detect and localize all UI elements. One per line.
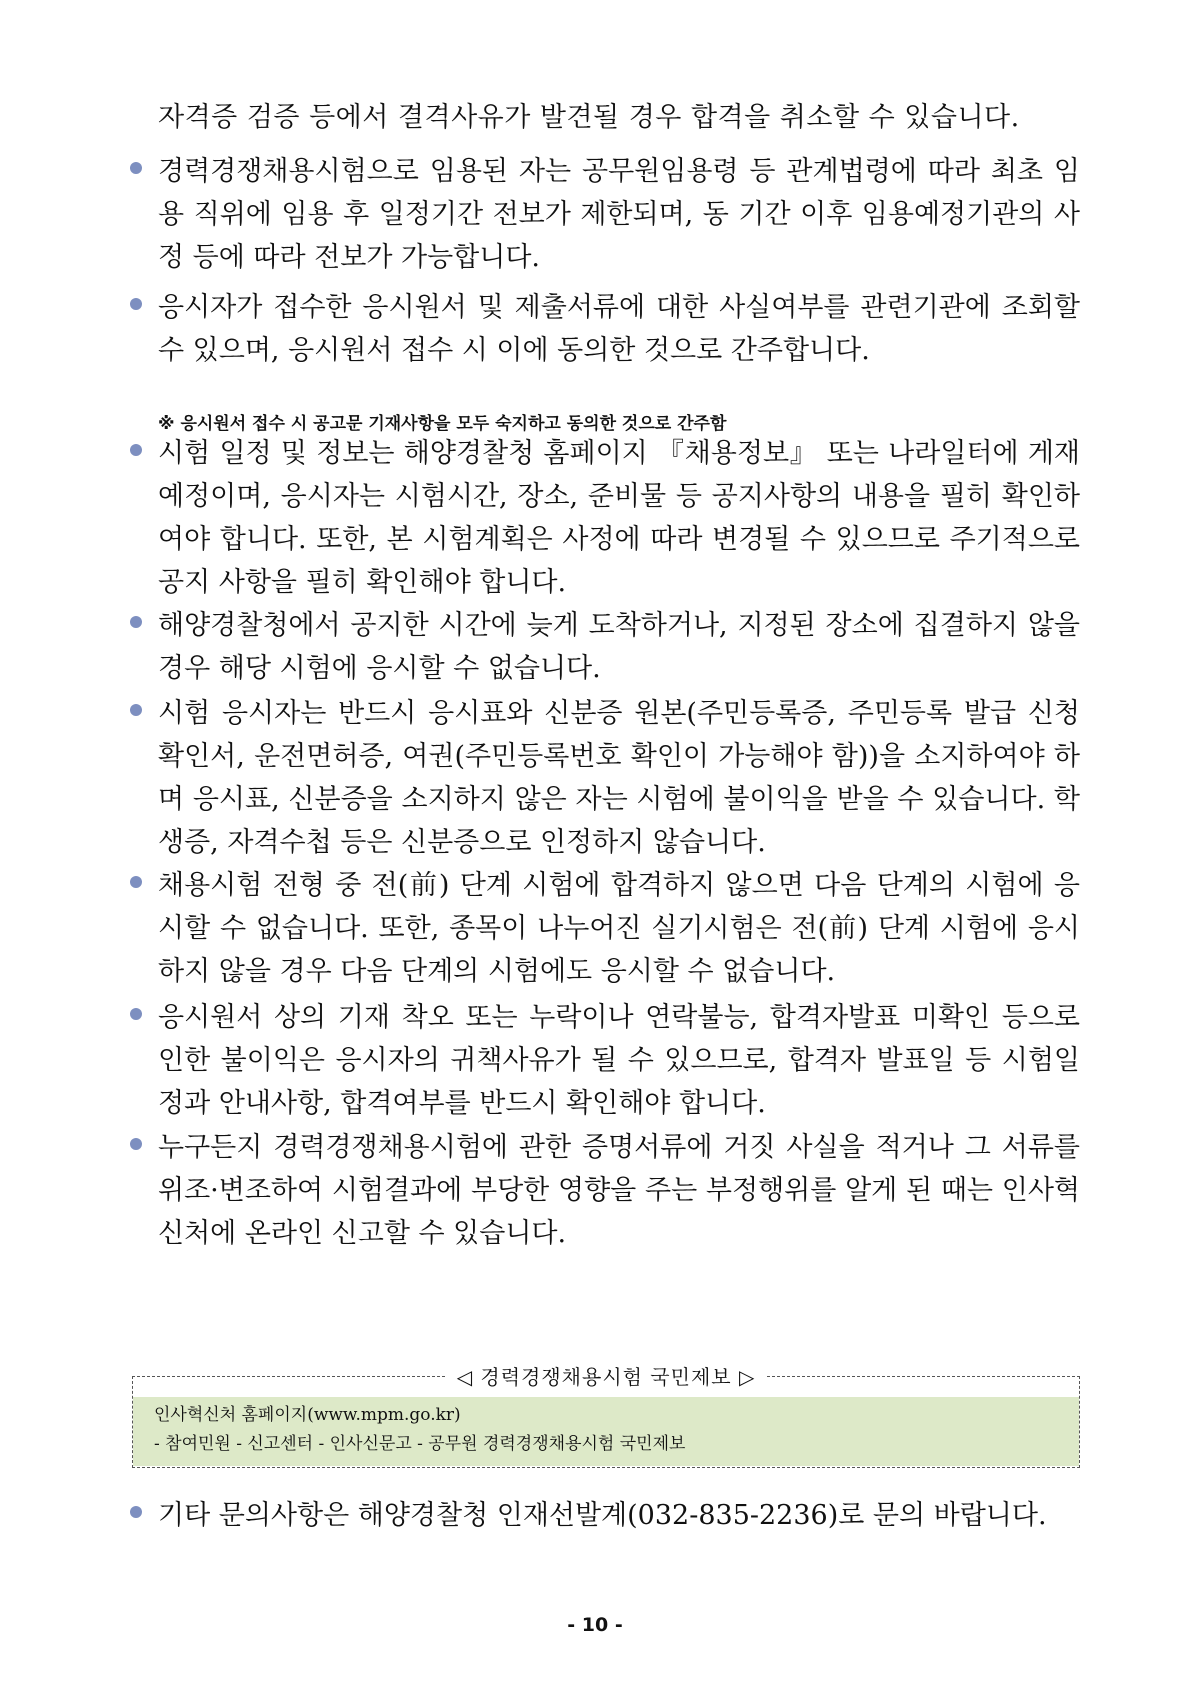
info-box-line: - 참여민원 - 신고센터 - 인사신문고 - 공무원 경력경쟁채용시험 국민제보 <box>154 1434 686 1454</box>
continued-text-line: 자격증 검증 등에서 결격사유가 발견될 경우 합격을 취소할 수 있습니다. <box>158 102 1020 133</box>
bullet-icon <box>130 704 142 716</box>
list-item <box>130 1126 1080 1255</box>
list-item-text: 누구든지 경력경쟁채용시험에 관한 증명서류에 거짓 사실을 적거나 그 서류를 위조·변조하여 시험결과에 부당한 영향을 주는 부정행위를 알게 된 때는 인사혁신처에 온라인 신고할 수 있습니다. <box>158 1132 1080 1249</box>
list-item <box>130 286 1080 372</box>
bullet-icon <box>130 876 142 888</box>
bullet-icon <box>130 298 142 310</box>
list-item <box>130 692 1080 864</box>
bullet-icon <box>130 1506 142 1518</box>
list-item-text: 채용시험 전형 중 전(前) 단계 시험에 합격하지 않으면 다음 단계의 시험에 응시할 수 없습니다. 또한, 종목이 나누어진 실기시험은 전(前) 단계 시험에 응시하지 않을 경우 다음 단계의 시험에도 응시할 수 없습니다. <box>158 870 1080 987</box>
notice-note: ※ 응시원서 접수 시 공고문 기재사항을 모두 숙지하고 동의한 것으로 간주함 <box>158 414 727 434</box>
list-item-text: 시험 일정 및 정보는 해양경찰청 홈페이지 『채용정보』 또는 나라일터에 게재 예정이며, 응시자는 시험시간, 장소, 준비물 등 공지사항의 내용을 필히 확인하여야 합니다. 또한, 본 시험계획은 사정에 따라 변경될 수 있으므로 주기적으로 공지 사항을 필히 확인해야 합니다. <box>158 438 1080 598</box>
list-item-text: 경력경쟁채용시험으로 임용된 자는 공무원임용령 등 관계법령에 따라 최초 임용 직위에 임용 후 일정기간 전보가 제한되며, 동 기간 이후 임용예정기관의 사정 등에 따라 전보가 가능합니다. <box>158 156 1080 273</box>
list-item-text: 시험 응시자는 반드시 응시표와 신분증 원본(주민등록증, 주민등록 발급 신청 확인서, 운전면허증, 여권(주민등록번호 확인이 가능해야 함))을 소지하여야 하며 응시표, 신분증을 소지하지 않은 자는 시험에 불이익을 받을 수 있습니다. 학생증, 자격수첩 등은 신분증으로 인정하지 않습니다. <box>158 698 1080 858</box>
bullet-icon <box>130 444 142 456</box>
list-item <box>130 1494 1080 1537</box>
bullet-icon <box>130 1138 142 1150</box>
list-item <box>130 996 1080 1125</box>
list-item-text: 기타 문의사항은 해양경찰청 인재선발계(032-835-2236)로 문의 바랍니다. <box>158 1500 1047 1531</box>
list-item <box>130 864 1080 993</box>
list-item <box>130 604 1080 690</box>
info-box-title: ◁ 경력경쟁채용시험 국민제보 ▷ <box>447 1362 766 1392</box>
bullet-icon <box>130 616 142 628</box>
list-item <box>130 150 1080 279</box>
bullet-icon <box>130 162 142 174</box>
list-item <box>130 432 1080 604</box>
report-info-box <box>132 1362 1080 1468</box>
page-number: - 10 - <box>567 1614 623 1636</box>
list-item-text: 응시원서 상의 기재 착오 또는 누락이나 연락불능, 합격자발표 미확인 등으로 인한 불이익은 응시자의 귀책사유가 될 수 있으므로, 합격자 발표일 등 시험일정과 안내사항, 합격여부를 반드시 확인해야 합니다. <box>158 1002 1080 1119</box>
list-item-text: 응시자가 접수한 응시원서 및 제출서류에 대한 사실여부를 관련기관에 조회할 수 있으며, 응시원서 접수 시 이에 동의한 것으로 간주합니다. <box>158 292 1080 366</box>
list-item-text: 해양경찰청에서 공지한 시간에 늦게 도착하거나, 지정된 장소에 집결하지 않을 경우 해당 시험에 응시할 수 없습니다. <box>158 610 1080 684</box>
info-box-line: 인사혁신처 홈페이지(www.mpm.go.kr) <box>154 1405 461 1425</box>
bullet-icon <box>130 1008 142 1020</box>
